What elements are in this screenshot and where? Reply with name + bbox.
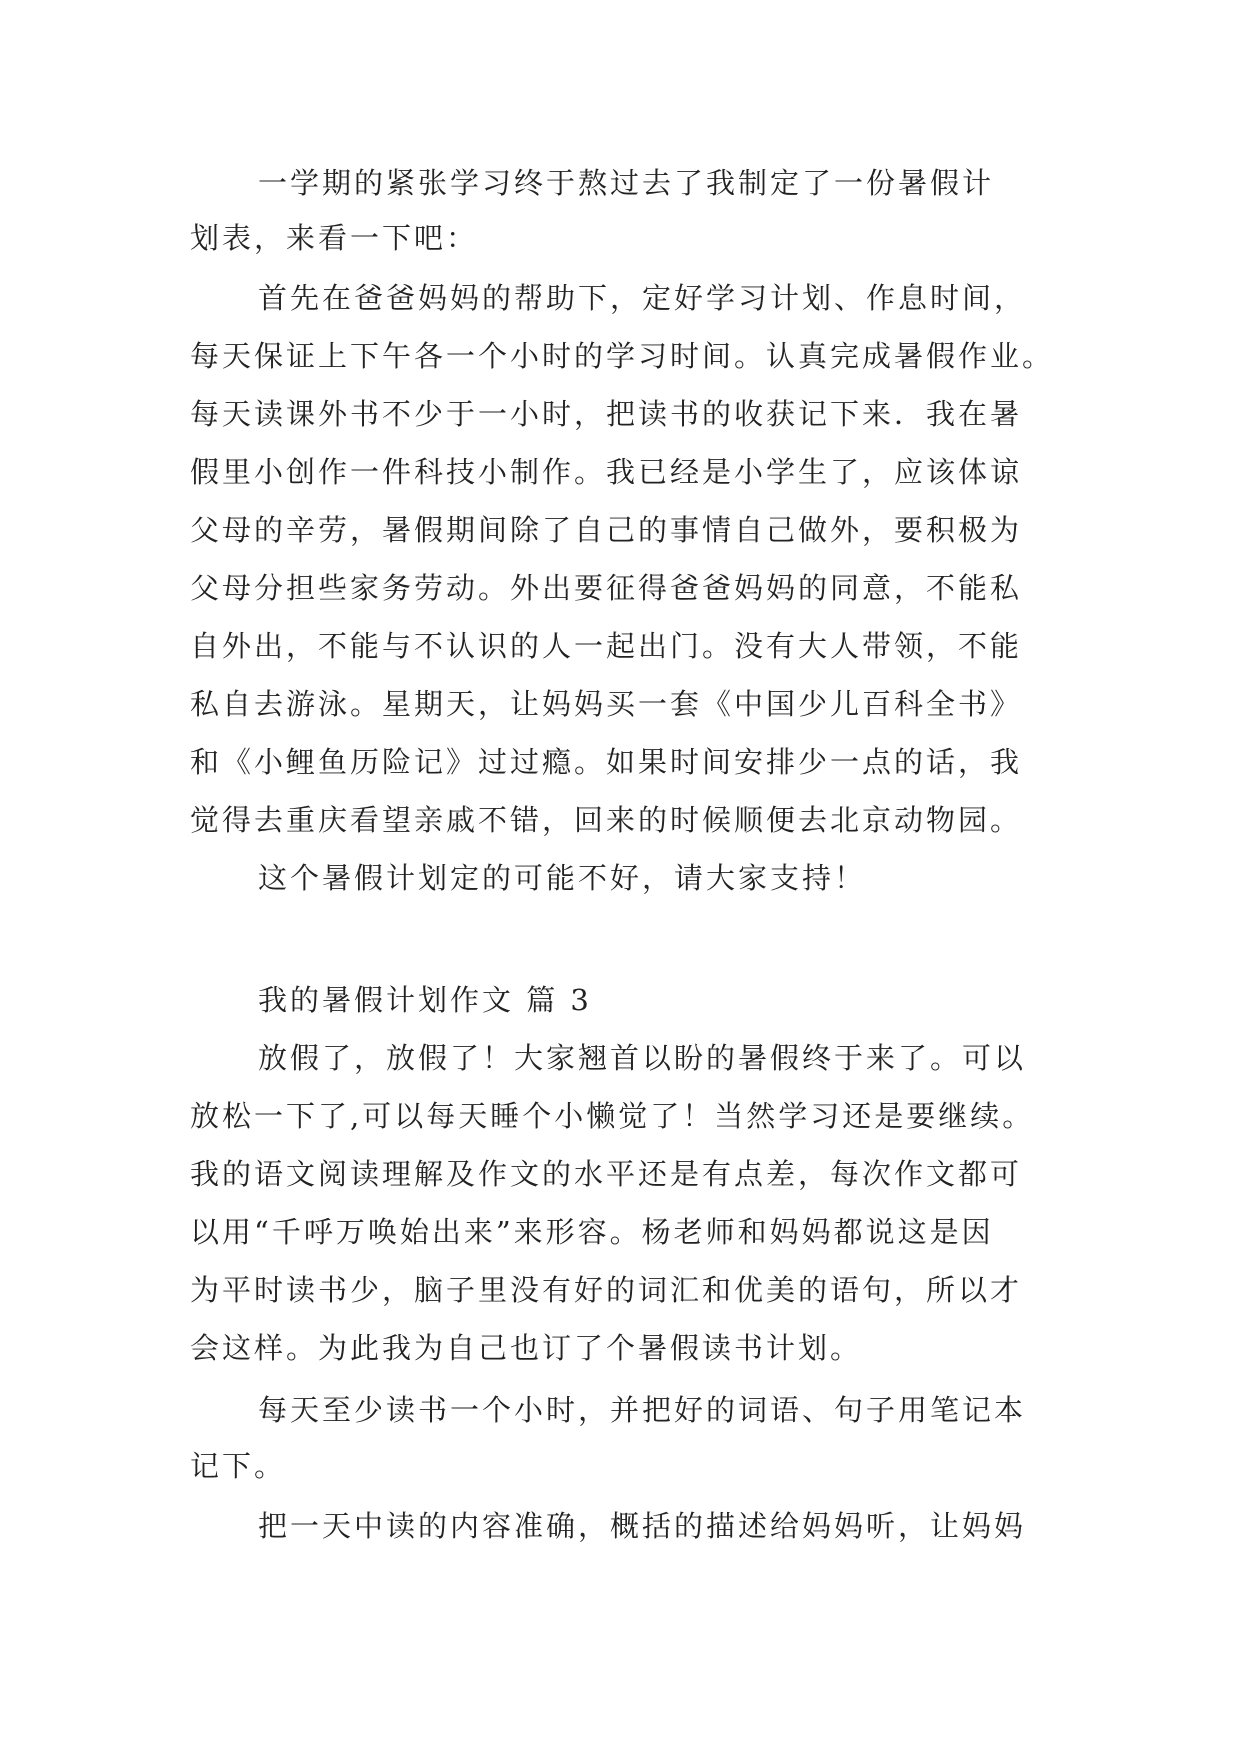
text-line: 父母分担些家务劳动。外出要征得爸爸妈妈的同意，不能私 — [190, 571, 1023, 605]
text-line: 记下。 — [190, 1449, 287, 1483]
section-heading: 我的暑假计划作文 篇 3 — [258, 983, 592, 1017]
text-line: 父母的辛劳，暑假期间除了自己的事情自己做外，要积极为 — [190, 513, 1023, 547]
text-line: 我的语文阅读理解及作文的水平还是有点差，每次作文都可 — [190, 1157, 1023, 1191]
text-line: 每天保证上下午各一个小时的学习时间。认真完成暑假作业。 — [190, 339, 1055, 373]
text-line: 和《小鲤鱼历险记》过过瘾。如果时间安排少一点的话，我 — [190, 745, 1023, 779]
text-line: 以用“千呼万唤始出来”来形容。杨老师和妈妈都说这是因 — [190, 1215, 994, 1249]
text-line: 放松一下了,可以每天睡个小懒觉了！当然学习还是要继续。 — [190, 1099, 1035, 1133]
text-line: 放假了，放假了！大家翘首以盼的暑假终于来了。可以 — [258, 1041, 1027, 1075]
text-line: 为平时读书少，脑子里没有好的词汇和优美的语句，所以才 — [190, 1273, 1023, 1307]
text-line: 觉得去重庆看望亲戚不错，回来的时候顺便去北京动物园。 — [190, 803, 1023, 837]
text-line: 把一天中读的内容准确，概括的描述给妈妈听，让妈妈 — [258, 1509, 1027, 1543]
text-line: 这个暑假计划定的可能不好，请大家支持！ — [258, 861, 867, 895]
text-line: 每天读课外书不少于一小时，把读书的收获记下来．我在暑 — [190, 397, 1023, 431]
text-line: 一学期的紧张学习终于熬过去了我制定了一份暑假计 — [258, 166, 995, 200]
text-line: 私自去游泳。星期天，让妈妈买一套《中国少儿百科全书》 — [190, 687, 1023, 721]
text-line: 会这样。为此我为自己也订了个暑假读书计划。 — [190, 1331, 863, 1365]
text-line: 首先在爸爸妈妈的帮助下，定好学习计划、作息时间， — [258, 281, 1027, 315]
text-line: 划表，来看一下吧： — [190, 221, 479, 255]
text-line: 每天至少读书一个小时，并把好的词语、句子用笔记本 — [258, 1393, 1027, 1427]
text-line: 假里小创作一件科技小制作。我已经是小学生了，应该体谅 — [190, 455, 1023, 489]
text-line: 自外出，不能与不认识的人一起出门。没有大人带领，不能 — [190, 629, 1023, 663]
